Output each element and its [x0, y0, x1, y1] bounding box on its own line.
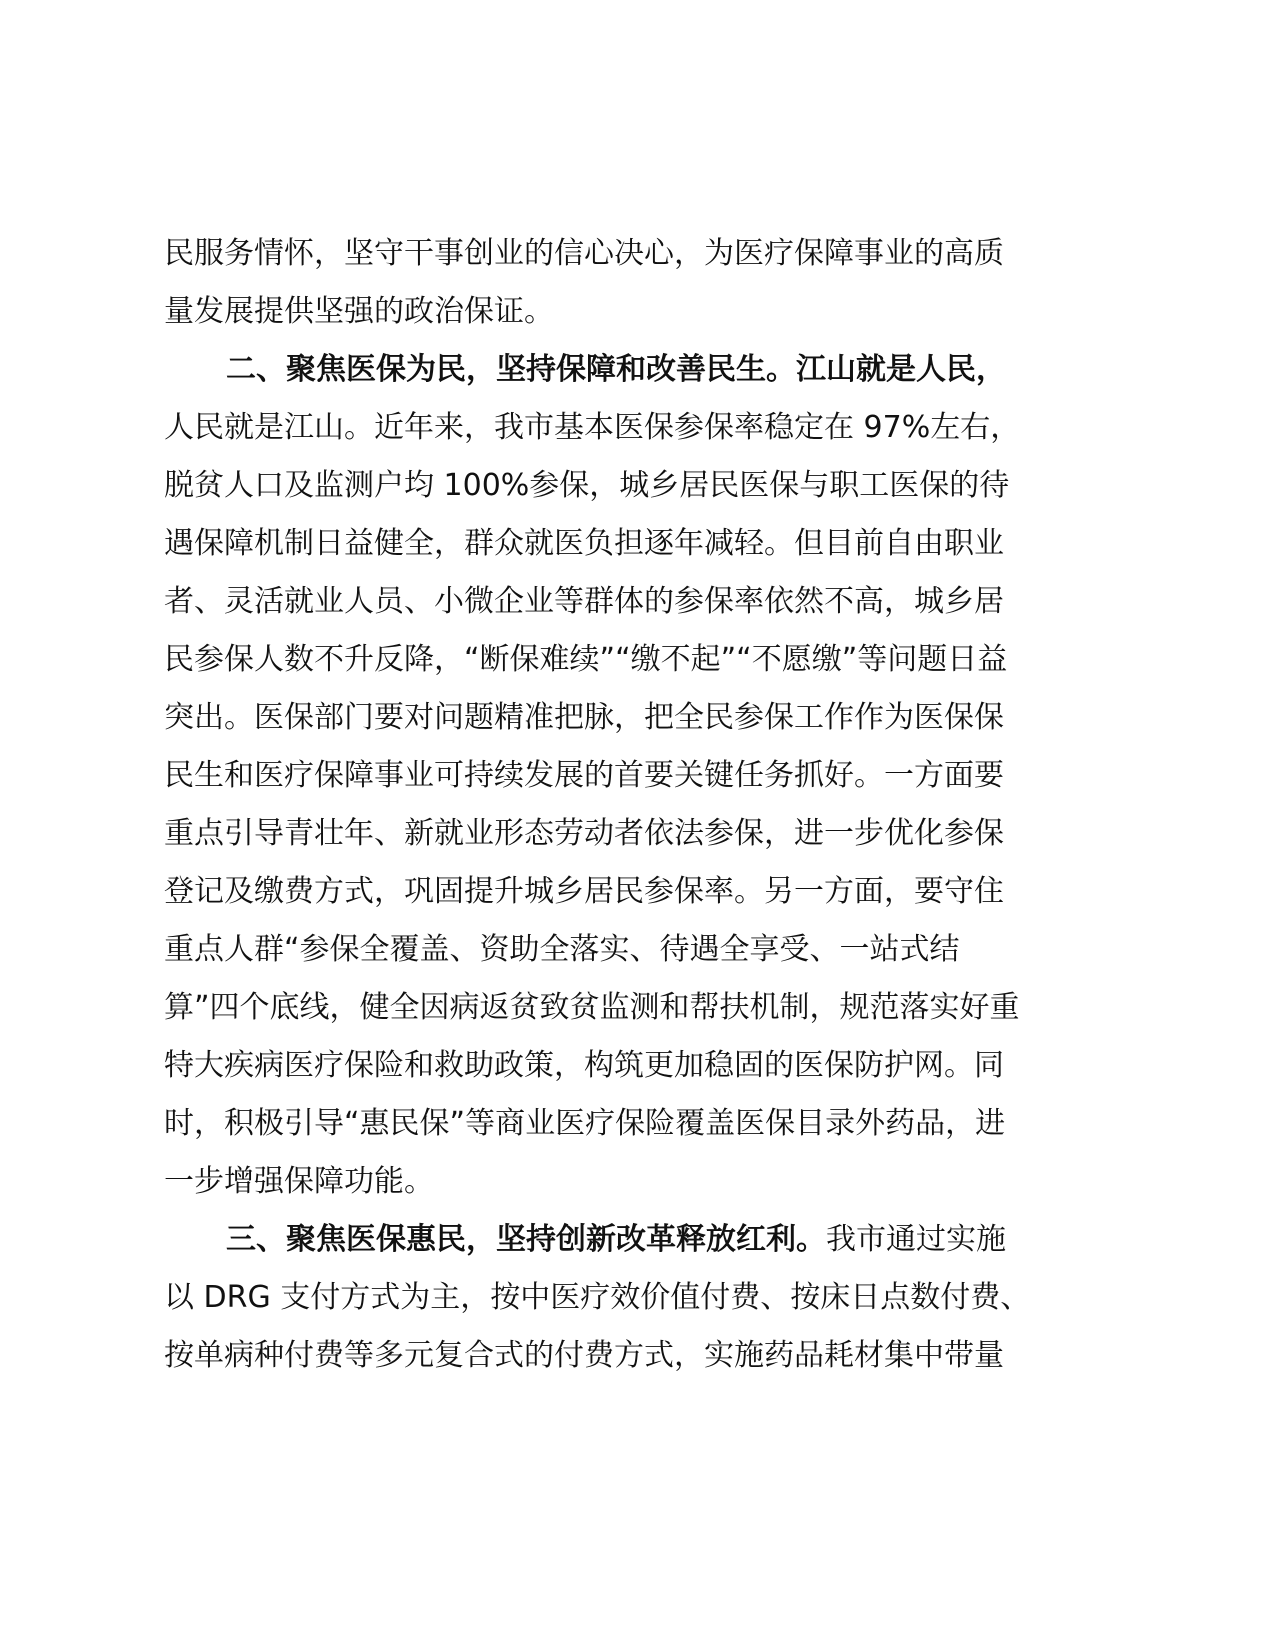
text-line [164, 225, 1124, 283]
text-line [164, 805, 1124, 863]
document-body [164, 225, 1124, 1385]
line-text: 民服务情怀，坚守干事创业的信心决心，为医疗保障事业的高质 [164, 236, 1004, 271]
line-text: 重点引导青壮年、新就业形态劳动者依法参保，进一步优化参保 [164, 816, 1004, 851]
text-line [164, 631, 1124, 689]
line-text: 登记及缴费方式，巩固提升城乡居民参保率。另一方面，要守住 [164, 874, 1004, 909]
text-line [164, 747, 1124, 805]
text-line [164, 1327, 1124, 1385]
text-line [164, 979, 1124, 1037]
text-line [164, 515, 1124, 573]
line-text: 民生和医疗保障事业可持续发展的首要关键任务抓好。一方面要 [164, 758, 1004, 793]
line-text: 时，积极引导“惠民保”等商业医疗保险覆盖医保目录外药品，进 [164, 1106, 1006, 1141]
line-text: 以 DRG 支付方式为主，按中医疗效价值付费、按床日点数付费、 [164, 1280, 1031, 1315]
section-heading-3: 三、聚焦医保惠民，坚持创新改革释放红利。 [226, 1222, 826, 1257]
text-line [164, 573, 1124, 631]
section-heading-line [164, 1211, 1124, 1269]
line-text: 我市通过实施 [826, 1222, 1006, 1257]
line-text: 量发展提供坚强的政治保证。 [164, 294, 554, 329]
line-text: 遇保障机制日益健全，群众就医负担逐年减轻。但目前自由职业 [164, 526, 1004, 561]
text-line [164, 399, 1124, 457]
text-line [164, 1037, 1124, 1095]
line-text: 人民就是江山。近年来，我市基本医保参保率稳定在 97%左右， [164, 410, 1021, 445]
line-text: 民参保人数不升反降，“断保难续”“缴不起”“不愿缴”等问题日益 [164, 642, 1008, 677]
text-line [164, 283, 1124, 341]
text-line [164, 1153, 1124, 1211]
line-text: 突出。医保部门要对问题精准把脉，把全民参保工作作为医保保 [164, 700, 1004, 735]
text-line [164, 1269, 1124, 1327]
line-text: 者、灵活就业人员、小微企业等群体的参保率依然不高，城乡居 [164, 584, 1004, 619]
text-line [164, 863, 1124, 921]
line-text: 按单病种付费等多元复合式的付费方式，实施药品耗材集中带量 [164, 1338, 1004, 1373]
line-text: 一步增强保障功能。 [164, 1164, 434, 1199]
text-line [164, 921, 1124, 979]
line-text: 脱贫人口及监测户均 100%参保，城乡居民医保与职工医保的待 [164, 468, 1010, 503]
line-text: 江山就是人民， [796, 352, 1006, 387]
line-text: 重点人群“参保全覆盖、资助全落实、待遇全享受、一站式结 [164, 932, 960, 967]
line-text: 特大疾病医疗保险和救助政策，构筑更加稳固的医保防护网。同 [164, 1048, 1004, 1083]
section-heading-line [164, 341, 1124, 399]
text-line [164, 689, 1124, 747]
text-line [164, 1095, 1124, 1153]
line-text: 算”四个底线，健全因病返贫致贫监测和帮扶机制，规范落实好重 [164, 990, 1020, 1025]
section-heading-2: 二、聚焦医保为民，坚持保障和改善民生。 [226, 352, 796, 387]
text-line [164, 457, 1124, 515]
